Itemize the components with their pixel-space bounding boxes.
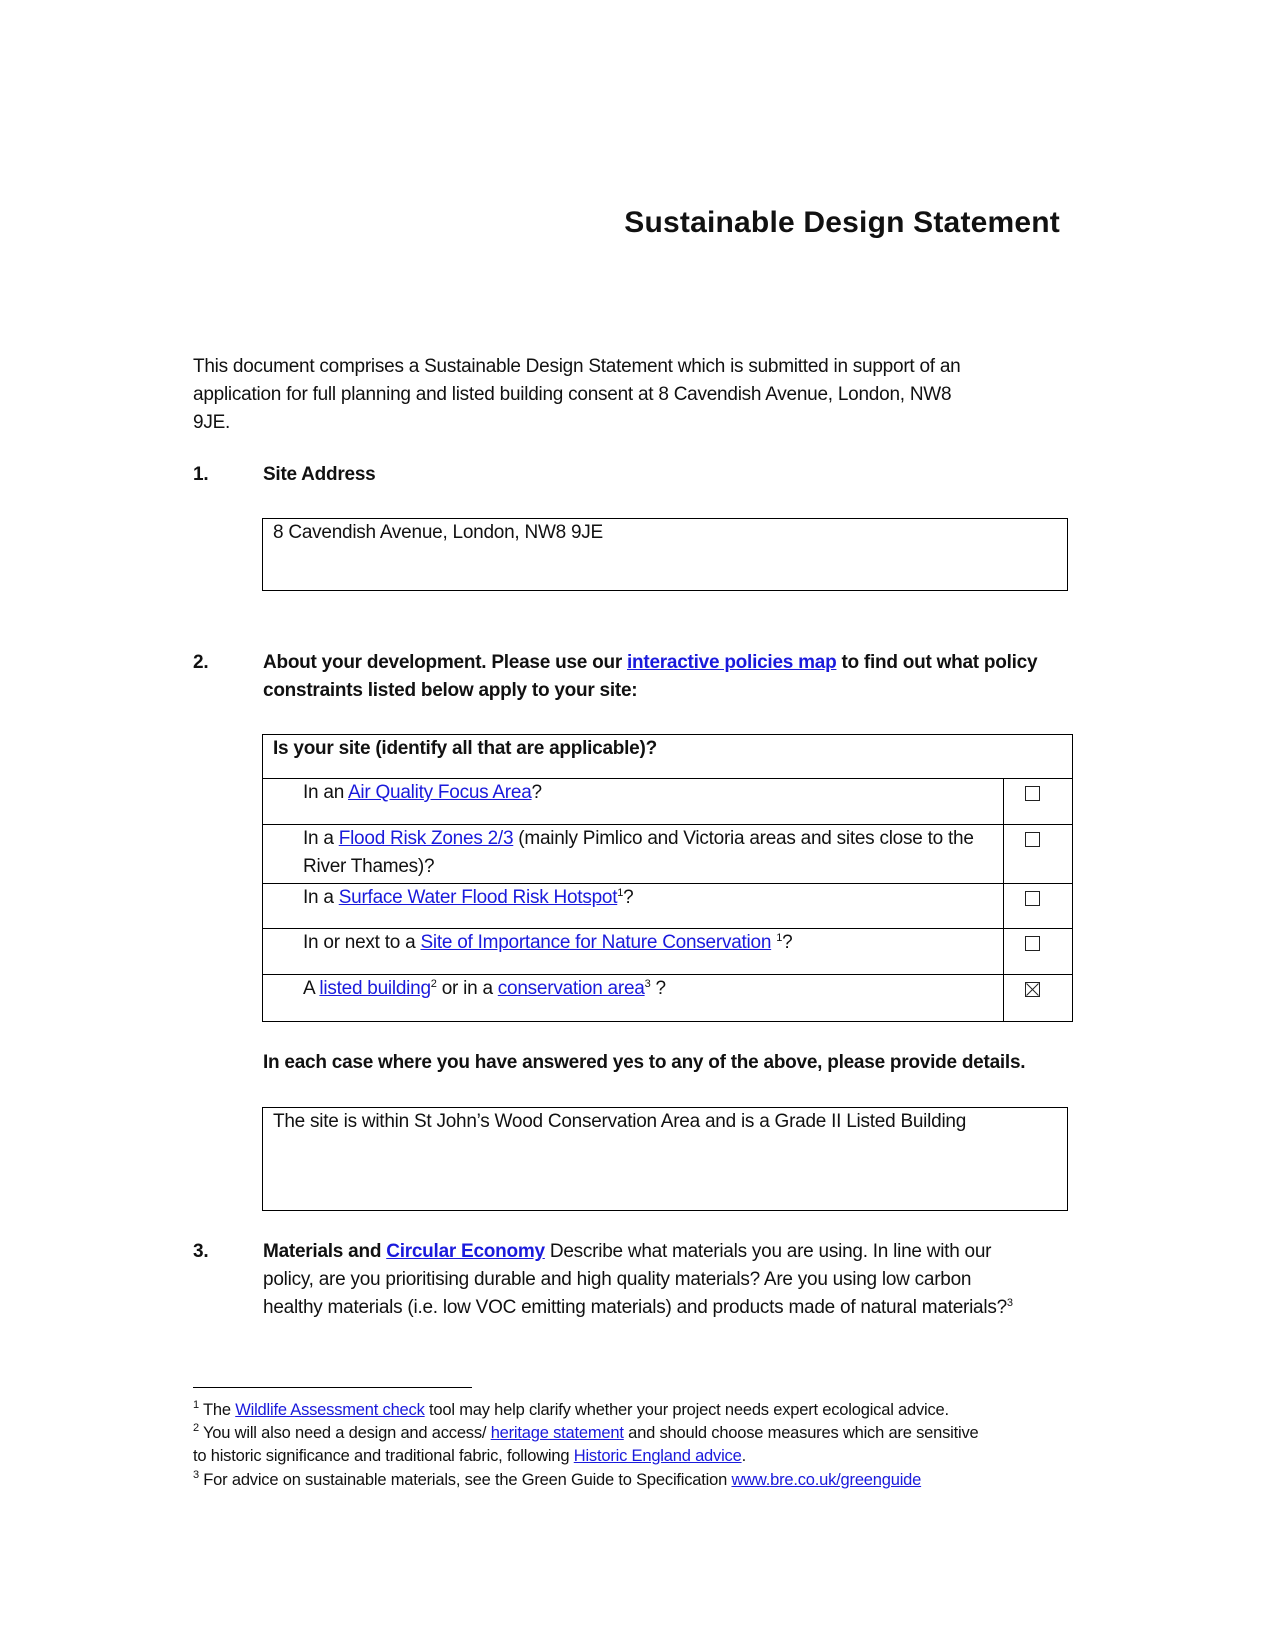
section-1-number: 1.: [193, 464, 209, 485]
constraints-table: [262, 734, 1073, 1022]
flood-risk-link[interactable]: Flood Risk Zones 2/3: [338, 828, 514, 849]
listed-building-link[interactable]: listed building: [319, 978, 431, 999]
text: In a: [303, 887, 339, 908]
footnote-ref: 3: [644, 978, 651, 990]
footnote-number: 2: [193, 1422, 199, 1434]
text: Describe what materials you are using. In line with our: [544, 1241, 992, 1262]
circular-economy-link[interactable]: Circular Economy: [386, 1241, 545, 1262]
footnote-number: 3: [193, 1469, 199, 1481]
text: ?: [650, 978, 666, 999]
intro-line: This document comprises a Sustainable Design Statement which is submitted in support of an: [193, 356, 961, 377]
footnote-2-line2: [193, 1447, 746, 1466]
checkbox-air-quality[interactable]: [1025, 786, 1040, 801]
wildlife-assessment-link[interactable]: Wildlife Assessment check: [235, 1401, 425, 1419]
text: ?: [531, 782, 542, 803]
checkbox-nature-conservation[interactable]: [1025, 936, 1040, 951]
section-1-heading: Site Address: [263, 464, 376, 485]
section-3-line3: [263, 1297, 1013, 1319]
footnote-ref: 1: [617, 887, 624, 899]
footnote-3: [193, 1471, 921, 1490]
table-row: [263, 825, 1073, 884]
details-prompt: In each case where you have answered yes to any of the above, please provide details.: [263, 1052, 1026, 1073]
section-2-line2: constraints listed below apply to your site:: [263, 680, 638, 701]
text: You will also need a design and access/: [198, 1424, 491, 1442]
text: (mainly Pimlico and Victoria areas and sites close to the: [513, 828, 974, 849]
text: .: [741, 1447, 746, 1465]
text: River Thames)?: [303, 856, 435, 877]
text: to historic significance and traditional fabric, following: [193, 1447, 574, 1465]
table-row: [263, 929, 1073, 975]
text: The: [198, 1401, 236, 1419]
interactive-policies-map-link[interactable]: interactive policies map: [627, 652, 837, 673]
text: About your development. Please use our: [263, 652, 627, 673]
text: to find out what policy: [836, 652, 1038, 673]
footnote-divider: [193, 1387, 472, 1388]
intro-line: application for full planning and listed building consent at 8 Cavendish Avenue, London, NW8: [193, 384, 952, 405]
footnote-2: [193, 1424, 979, 1443]
table-header: Is your site (identify all that are applicable)?: [263, 735, 1073, 779]
checkbox-surface-water[interactable]: [1025, 891, 1040, 906]
section-3-line2: policy, are you prioritising durable and high quality materials? Are you using low carbon: [263, 1269, 972, 1290]
footnote-ref: 3: [1006, 1297, 1013, 1309]
heritage-statement-link[interactable]: heritage statement: [490, 1424, 624, 1442]
section-3-line1: [263, 1241, 991, 1263]
page-title: Sustainable Design Statement: [624, 206, 1060, 239]
footnote-ref: 1: [776, 932, 783, 944]
checkbox-listed-building-checked[interactable]: [1025, 982, 1040, 997]
table-row: [263, 975, 1073, 1022]
section-2-number: 2.: [193, 652, 209, 673]
footnote-number: 1: [193, 1399, 199, 1411]
text: For advice on sustainable materials, see the Green Guide to Specification: [198, 1471, 732, 1489]
text: Materials and: [263, 1241, 387, 1262]
text: In an: [303, 782, 348, 803]
text: or in a: [436, 978, 498, 999]
footnote-ref: 2: [430, 978, 437, 990]
footnote-1: [193, 1401, 949, 1420]
text: tool may help clarify whether your project needs expert ecological advice.: [424, 1401, 949, 1419]
checkbox-flood-risk[interactable]: [1025, 832, 1040, 847]
text: ?: [623, 887, 634, 908]
table-row: [263, 884, 1073, 929]
text: In or next to a: [303, 932, 421, 953]
text: ?: [782, 932, 793, 953]
section-2-line1: [263, 652, 1037, 674]
historic-england-link[interactable]: Historic England advice: [573, 1447, 742, 1465]
text: A: [303, 978, 320, 999]
details-value: The site is within St John’s Wood Conservation Area and is a Grade II Listed Building: [273, 1111, 967, 1132]
table-row: [263, 779, 1073, 825]
details-field[interactable]: [262, 1107, 1068, 1211]
site-address-value: 8 Cavendish Avenue, London, NW8 9JE: [273, 522, 603, 543]
surface-water-link[interactable]: Surface Water Flood Risk Hotspot: [338, 887, 618, 908]
text: and should choose measures which are sensitive: [623, 1424, 979, 1442]
text: healthy materials (i.e. low VOC emitting materials) and products made of natural materials?: [263, 1297, 1007, 1318]
greenguide-link[interactable]: www.bre.co.uk/greenguide: [731, 1471, 922, 1489]
air-quality-link[interactable]: Air Quality Focus Area: [348, 782, 532, 803]
conservation-area-link[interactable]: conservation area: [497, 978, 645, 999]
site-address-field[interactable]: [262, 518, 1068, 591]
section-3-number: 3.: [193, 1241, 209, 1262]
nature-conservation-link[interactable]: Site of Importance for Nature Conservation: [420, 932, 772, 953]
text: In a: [303, 828, 339, 849]
intro-line: 9JE.: [193, 412, 231, 433]
